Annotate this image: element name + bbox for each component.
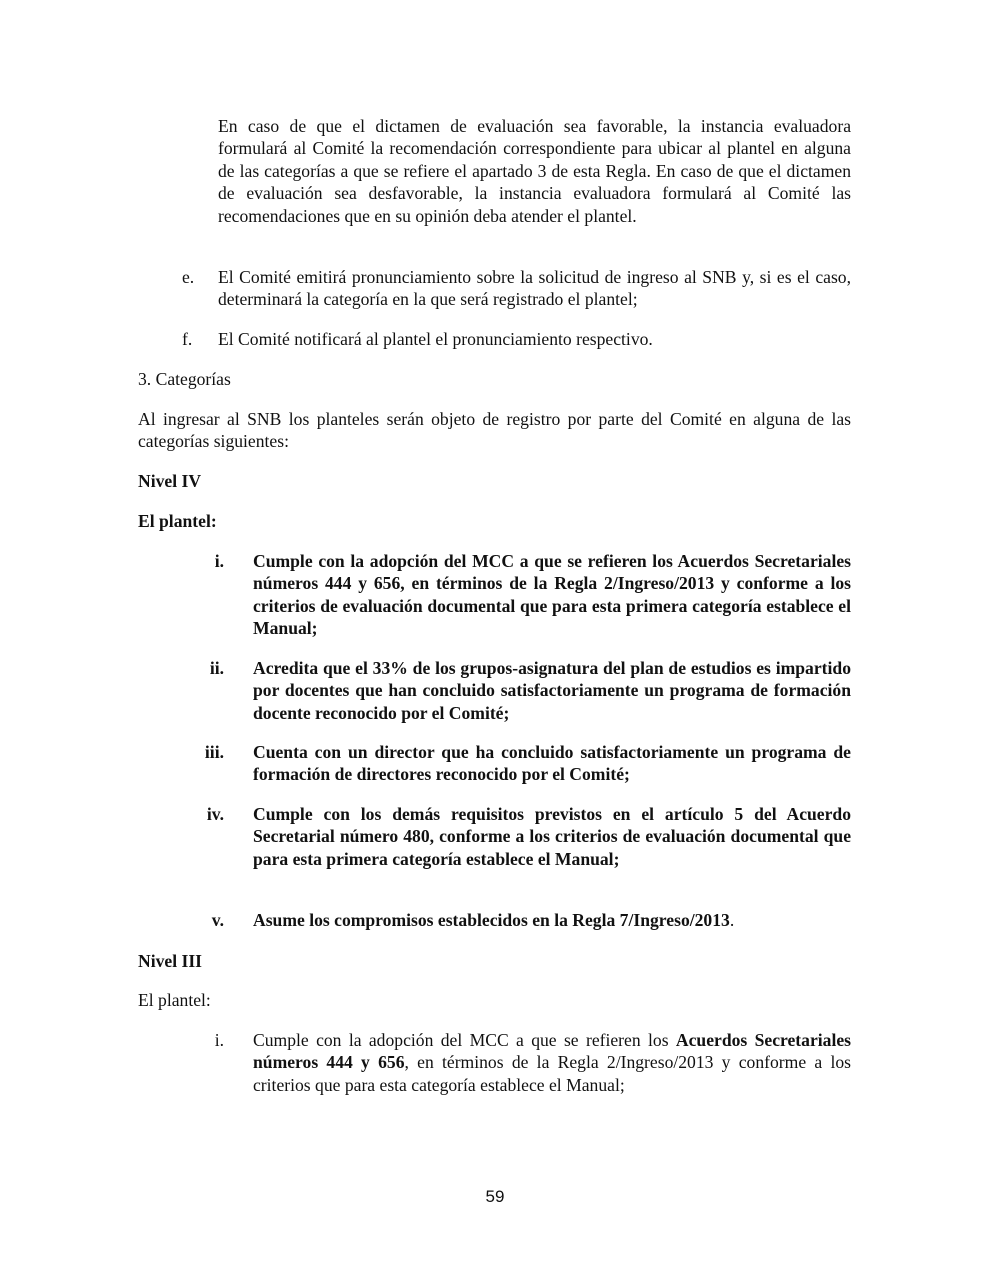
nivel-iv-marker-v: v.: [211, 910, 224, 930]
page-number: 59: [485, 1187, 505, 1206]
nivel-iii-subheading: El plantel:: [138, 990, 211, 1010]
nivel-iv-subheading: El plantel:: [138, 511, 217, 531]
nivel-iv-marker-i: i.: [214, 551, 224, 571]
nivel-iv-item-v-text: Asume los compromisos establecidos en la Regla 7/Ingreso/2013: [253, 910, 730, 930]
nivel-iv-item-iii: Cuenta con un director que ha concluido satisfactoriamente un programa de formación de directores reconocido por el Comité;: [253, 742, 851, 785]
nivel-iv-item-iv: Cumple con los demás requisitos previstos en el artículo 5 del Acuerdo Secretarial número 480, conforme a los criterios de evaluación documental que para esta primera categoría establece el Manual;: [253, 804, 851, 869]
nivel-iii-item-i: [253, 1029, 851, 1096]
continuation-paragraph: En caso de que el dictamen de evaluación sea favorable, la instancia evaluadora formulará al Comité la recomendación correspondiente para ubicar al plantel en alguna de las categorías a que se refiere el apartado 3 de esta Regla. En caso de que el dictamen de evaluación sea desfavorable, la instancia evaluadora formulará al Comité las recomendaciones que en su opinión deba atender el plantel.: [218, 116, 851, 226]
step-marker-e: e.: [182, 267, 195, 287]
step-f-text: El Comité notificará al plantel el pronunciamiento respectivo.: [218, 329, 653, 349]
nivel-iii-item-i-bold: Acuerdos Secretariales números 444 y 656: [253, 1030, 852, 1073]
nivel-iv-item-ii: Acredita que el 33% de los grupos-asignatura del plan de estudios es impartido por docentes que han concluido satisfactoriamente un programa de formación docente reconocido por el Comité;: [253, 658, 851, 723]
nivel-iii-heading: Nivel III: [138, 951, 203, 971]
nivel-iv-marker-ii: ii.: [209, 658, 224, 678]
step-marker-f: f.: [182, 329, 193, 349]
section-heading: 3. Categorías: [138, 369, 231, 389]
nivel-iv-item-i: Cumple con la adopción del MCC a que se refieren los Acuerdos Secretariales números 444 y 656, en términos de la Regla 2/Ingreso/2013 y conforme a los criterios de evaluación documental que para esta primera categoría establece el Manual;: [253, 551, 851, 639]
nivel-iii-item-i-before: Cumple con la adopción del MCC a que se refieren los: [253, 1030, 676, 1050]
nivel-iii-marker-i: i.: [214, 1030, 224, 1050]
nivel-iv-item-v-trailing: .: [729, 910, 735, 930]
step-e-text: El Comité emitirá pronunciamiento sobre la solicitud de ingreso al SNB y, si es el caso, determinará la categoría en la que será registrado el plantel;: [218, 267, 851, 310]
nivel-iv-marker-iv: iv.: [206, 804, 224, 824]
nivel-iv-marker-iii: iii.: [204, 742, 224, 762]
nivel-iv-item-v: [253, 909, 851, 931]
section-intro: Al ingresar al SNB los planteles serán objeto de registro por parte del Comité en alguna de las categorías siguientes:: [138, 409, 851, 452]
nivel-iii-item-i-after: , en términos de la Regla 2/Ingreso/2013 y conforme a los criterios que para esta categoría establece el Manual;: [253, 1052, 851, 1095]
nivel-iv-heading: Nivel IV: [138, 471, 202, 491]
